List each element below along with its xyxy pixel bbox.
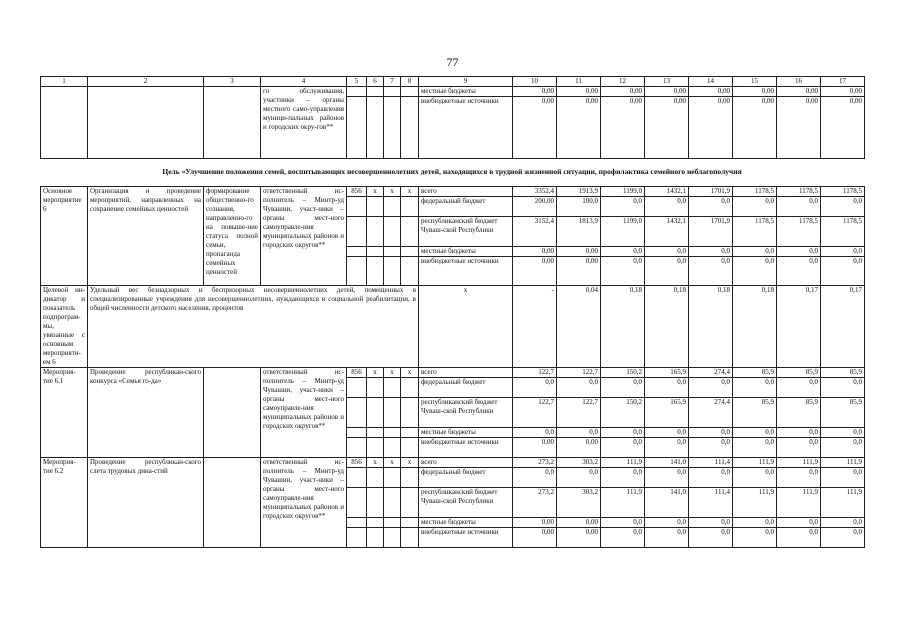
value-cell: 0,00 xyxy=(557,528,601,548)
table-cell xyxy=(347,528,367,548)
budget-code: 856 xyxy=(347,187,367,197)
value-cell: 0,0 xyxy=(777,257,821,286)
value-cell: 0,0 xyxy=(777,528,821,548)
measure-goal: формирование общественно-го сознания, направленно-го на повыше-ние статуса полной семьи, пропаганда семейных ценностей xyxy=(204,187,261,286)
value-cell: 85,9 xyxy=(733,398,777,428)
budget-code: x xyxy=(384,368,401,378)
table-row xyxy=(41,87,865,97)
table-cell xyxy=(367,217,384,247)
value-cell: 0,18 xyxy=(689,286,733,368)
value-cell: 0,00 xyxy=(513,247,557,257)
budget-code: x xyxy=(401,187,419,197)
value-cell: 150,2 xyxy=(601,368,645,378)
table-cell xyxy=(347,488,367,518)
funding-source: республиканский бюджет Чуваш-ской Республики xyxy=(419,217,513,247)
value-cell: 0,00 xyxy=(733,87,777,97)
value-cell: 0,0 xyxy=(733,257,777,286)
value-cell: 0,0 xyxy=(689,528,733,548)
value-cell: 111,9 xyxy=(777,458,821,468)
value-cell: 0,00 xyxy=(513,257,557,286)
funding-source: республиканский бюджет Чуваш-ской Республики xyxy=(419,398,513,428)
column-number: 1 xyxy=(41,77,88,87)
value-cell: 0,0 xyxy=(777,197,821,217)
table-cell xyxy=(401,87,419,97)
value-cell: 0,00 xyxy=(513,97,557,159)
table-cell xyxy=(384,398,401,428)
value-cell: 0,0 xyxy=(733,518,777,528)
budget-code: 856 xyxy=(347,458,367,468)
measure-goal xyxy=(204,368,261,458)
value-cell: 165,9 xyxy=(645,368,689,378)
table-cell xyxy=(384,378,401,398)
value-cell: 0,0 xyxy=(601,257,645,286)
executor-cell: ответственный ис-полнитель – Минтр-уд Чувашии, участ-ники – органы мест-ного самоуправле-ния муниципальных районов и городских округов** xyxy=(261,368,347,458)
value-cell: 1178,5 xyxy=(733,187,777,197)
value-cell: 111,9 xyxy=(777,488,821,518)
value-cell: 1432,1 xyxy=(645,217,689,247)
value-cell: 100,0 xyxy=(557,197,601,217)
funding-source: федеральный бюджет xyxy=(419,197,513,217)
value-cell: 1178,5 xyxy=(777,187,821,197)
value-cell: 0,0 xyxy=(689,438,733,458)
table-cell xyxy=(401,528,419,548)
table-cell xyxy=(384,428,401,438)
column-number: 3 xyxy=(204,77,261,87)
table-cell xyxy=(347,87,367,97)
value-cell: 0,00 xyxy=(557,87,601,97)
table-cell xyxy=(367,87,384,97)
header-row xyxy=(41,77,865,87)
budget-code: x xyxy=(384,187,401,197)
funding-source: местные бюджеты xyxy=(419,247,513,257)
column-number: 17 xyxy=(821,77,865,87)
value-cell: 273,2 xyxy=(513,488,557,518)
value-cell: 0,0 xyxy=(645,528,689,548)
table-row xyxy=(41,187,865,197)
indicator-description: Удельный вес безнадзорных и беспризорных несовершеннолетних детей, помещенных в специализированные учреждения для несовершеннолетних, нуждающихся в социальной реабилитации, в общей численности детского населения, процентов xyxy=(88,286,419,368)
value-cell: 303,2 xyxy=(557,488,601,518)
value-cell: 0,00 xyxy=(513,438,557,458)
column-number: 4 xyxy=(261,77,347,87)
value-cell: 0,0 xyxy=(733,378,777,398)
value-cell: 0,0 xyxy=(645,468,689,488)
value-cell: 111,9 xyxy=(821,458,865,468)
table-cell xyxy=(401,468,419,488)
value-cell: 0,0 xyxy=(689,197,733,217)
value-cell: 0,0 xyxy=(777,438,821,458)
value-cell: 0,00 xyxy=(513,528,557,548)
funding-source: местные бюджеты xyxy=(419,87,513,97)
table-cell xyxy=(384,438,401,458)
table-cell xyxy=(401,97,419,159)
budget-code: x xyxy=(367,187,384,197)
value-cell: 0,0 xyxy=(821,528,865,548)
column-number: 11 xyxy=(557,77,601,87)
value-cell: 0,0 xyxy=(821,428,865,438)
value-cell: 85,9 xyxy=(733,368,777,378)
table-cell xyxy=(367,378,384,398)
table-cell xyxy=(367,97,384,159)
value-cell: 3352,4 xyxy=(513,187,557,197)
value-cell: 0,18 xyxy=(645,286,689,368)
table-cell xyxy=(401,428,419,438)
value-cell: 0,0 xyxy=(645,197,689,217)
value-cell: 1199,0 xyxy=(601,217,645,247)
funding-source: республиканский бюджет Чуваш-ской Республики xyxy=(419,488,513,518)
value-cell: 0,00 xyxy=(513,87,557,97)
funding-source: всего xyxy=(419,187,513,197)
value-cell: 0,0 xyxy=(601,438,645,458)
table-cell xyxy=(347,217,367,247)
value-cell: 0,0 xyxy=(689,518,733,528)
funding-source: внебюджетные источники xyxy=(419,528,513,548)
budget-code: x xyxy=(401,458,419,468)
table-cell xyxy=(204,87,261,159)
measure-description: Проведение республикан-ского конкурса «Семья го-да» xyxy=(88,368,204,458)
table-cell xyxy=(367,488,384,518)
table-cell xyxy=(367,398,384,428)
value-cell: 0,0 xyxy=(821,468,865,488)
table-cell xyxy=(384,257,401,286)
value-cell: 111,9 xyxy=(601,458,645,468)
value-cell: 1199,0 xyxy=(601,187,645,197)
value-cell: 0,00 xyxy=(777,97,821,159)
budget-code: x xyxy=(367,458,384,468)
value-cell: 0,0 xyxy=(777,378,821,398)
value-cell: 3152,4 xyxy=(513,217,557,247)
value-cell: 0,00 xyxy=(645,97,689,159)
value-cell: 0,0 xyxy=(689,257,733,286)
table-cell xyxy=(401,217,419,247)
value-cell: 0,0 xyxy=(821,197,865,217)
measure-description: Проведение республикан-ского слета трудовых дина-стий xyxy=(88,458,204,548)
measure-name: Мероприя-тие 6.1 xyxy=(41,368,88,458)
value-cell: 150,2 xyxy=(601,398,645,428)
value-cell: 0,00 xyxy=(689,87,733,97)
value-cell: 0,0 xyxy=(689,428,733,438)
table-cell xyxy=(367,438,384,458)
table-row xyxy=(41,368,865,378)
column-number: 12 xyxy=(601,77,645,87)
value-cell: 111,4 xyxy=(689,488,733,518)
value-cell: 0,00 xyxy=(557,97,601,159)
funding-source: федеральный бюджет xyxy=(419,378,513,398)
executor-cell: ответственный ис-полнитель – Минтр-уд Чувашии, участ-ники – органы мест-ного самоуправле-ния муниципальных районов и городских округов** xyxy=(261,187,347,286)
executor-cell: ответственный ис-полнитель – Минтр-уд Чувашии, участ-ники – органы мест-ного самоуправле-ния муниципальных районов и городских округов** xyxy=(261,458,347,548)
value-cell: 0,0 xyxy=(645,438,689,458)
table-cell xyxy=(401,488,419,518)
table-cell xyxy=(347,97,367,159)
value-cell: 0,0 xyxy=(821,257,865,286)
table-cell xyxy=(347,468,367,488)
table-cell xyxy=(367,197,384,217)
budget-code: x xyxy=(401,368,419,378)
value-cell: 0,00 xyxy=(557,518,601,528)
value-cell: 111,9 xyxy=(733,488,777,518)
value-cell: 0,04 xyxy=(557,286,601,368)
table-cell xyxy=(384,197,401,217)
value-cell: 0,0 xyxy=(733,197,777,217)
value-cell: 1178,5 xyxy=(777,217,821,247)
value-cell: 0,00 xyxy=(777,87,821,97)
table-cell xyxy=(384,518,401,528)
column-number: 8 xyxy=(401,77,419,87)
table-cell xyxy=(401,197,419,217)
value-cell: 0,0 xyxy=(689,468,733,488)
value-cell: 165,9 xyxy=(645,398,689,428)
value-cell: 0,00 xyxy=(821,97,865,159)
value-cell: 122,7 xyxy=(557,368,601,378)
value-cell: 0,00 xyxy=(821,87,865,97)
value-cell: 0,0 xyxy=(689,247,733,257)
table-cell xyxy=(367,518,384,528)
table-cell xyxy=(367,528,384,548)
value-cell: 0,0 xyxy=(821,247,865,257)
value-cell: 0,0 xyxy=(821,438,865,458)
value-cell: 111,9 xyxy=(821,488,865,518)
value-cell: 0,0 xyxy=(513,428,557,438)
value-cell: 0,0 xyxy=(601,468,645,488)
value-cell: 111,9 xyxy=(601,488,645,518)
value-cell: 0,0 xyxy=(557,428,601,438)
value-cell: 0,0 xyxy=(733,468,777,488)
table-cell xyxy=(401,257,419,286)
value-cell: 0,0 xyxy=(733,438,777,458)
value-cell: 1701,9 xyxy=(689,217,733,247)
table-cell xyxy=(367,257,384,286)
value-cell: 122,7 xyxy=(513,368,557,378)
funding-source: федеральный бюджет xyxy=(419,468,513,488)
value-cell: 0,18 xyxy=(601,286,645,368)
column-number: 15 xyxy=(733,77,777,87)
table-cell xyxy=(347,197,367,217)
table-cell xyxy=(41,87,88,159)
column-number: 7 xyxy=(384,77,401,87)
budget-code: x xyxy=(367,368,384,378)
column-number: 10 xyxy=(513,77,557,87)
funding-source: внебюджетные источники xyxy=(419,438,513,458)
value-cell: 122,7 xyxy=(513,398,557,428)
budget-code: 856 xyxy=(347,368,367,378)
value-cell: 1913,9 xyxy=(557,187,601,197)
value-cell: 0,0 xyxy=(645,378,689,398)
table-cell xyxy=(347,428,367,438)
measure-goal xyxy=(204,458,261,548)
table-cell xyxy=(401,438,419,458)
funding-source: местные бюджеты xyxy=(419,518,513,528)
value-cell: 0,18 xyxy=(733,286,777,368)
value-cell: 0,0 xyxy=(733,247,777,257)
value-cell: 0,0 xyxy=(645,518,689,528)
value-cell: 0,0 xyxy=(821,518,865,528)
executor-cell: го обслуживания, участники – органы местного само-управления муници-пальных районов и городских окру-гов** xyxy=(261,87,347,159)
measure-name: Мероприя-тие 6.2 xyxy=(41,458,88,548)
value-cell: 111,4 xyxy=(689,458,733,468)
page-number: 77 xyxy=(446,55,459,69)
value-cell: 0,0 xyxy=(821,378,865,398)
value-cell: 1178,5 xyxy=(733,217,777,247)
table-cell xyxy=(367,468,384,488)
value-cell: 0,0 xyxy=(557,378,601,398)
value-cell: 0,0 xyxy=(513,378,557,398)
table-cell xyxy=(347,257,367,286)
table-cell xyxy=(384,217,401,247)
table-cell xyxy=(347,398,367,428)
value-cell: 0,00 xyxy=(557,438,601,458)
value-cell: 0,0 xyxy=(557,468,601,488)
measure-description: Организация и проведение мероприятий, направленных на сохранение семейных ценностей xyxy=(88,187,204,286)
value-cell: 1432,1 xyxy=(645,187,689,197)
column-number: 14 xyxy=(689,77,733,87)
column-number: 13 xyxy=(645,77,689,87)
value-cell: 0,00 xyxy=(513,518,557,528)
value-cell: 0,00 xyxy=(557,247,601,257)
value-cell: 0,0 xyxy=(601,197,645,217)
value-cell: 0,0 xyxy=(733,528,777,548)
table-cell xyxy=(88,87,204,159)
value-cell: 0,0 xyxy=(601,247,645,257)
value-cell: 0,0 xyxy=(777,468,821,488)
value-cell: 0,17 xyxy=(821,286,865,368)
table-cell xyxy=(401,518,419,528)
value-cell: 85,9 xyxy=(777,398,821,428)
table-cell xyxy=(401,378,419,398)
funding-source: всего xyxy=(419,368,513,378)
value-cell: 122,7 xyxy=(557,398,601,428)
value-cell: 0,0 xyxy=(689,378,733,398)
value-cell: 0,00 xyxy=(601,87,645,97)
top-table xyxy=(40,76,865,159)
value-cell: 273,2 xyxy=(513,458,557,468)
value-cell: 85,9 xyxy=(777,368,821,378)
indicator-source: x xyxy=(419,286,513,368)
value-cell: 0,00 xyxy=(645,87,689,97)
funding-source: внебюджетные источники xyxy=(419,97,513,159)
value-cell: 85,9 xyxy=(821,398,865,428)
value-cell: 0,0 xyxy=(645,428,689,438)
budget-code: x xyxy=(384,458,401,468)
value-cell: 0,0 xyxy=(601,528,645,548)
value-cell: - xyxy=(513,286,557,368)
column-number: 2 xyxy=(88,77,204,87)
value-cell: 0,0 xyxy=(601,378,645,398)
table-cell xyxy=(347,518,367,528)
table-cell xyxy=(384,488,401,518)
table-cell xyxy=(367,247,384,257)
column-number: 5 xyxy=(347,77,367,87)
value-cell: 0,0 xyxy=(601,428,645,438)
goal-heading: Цель «Улучшение положения семей, воспитывающих несовершеннолетних детей, находящихся в трудной жизненной ситуации, профилактика семейного неблагополучия xyxy=(162,167,742,176)
value-cell: 200,00 xyxy=(513,197,557,217)
table-cell xyxy=(367,428,384,438)
value-cell: 141,0 xyxy=(645,458,689,468)
value-cell: 0,0 xyxy=(777,247,821,257)
table-cell xyxy=(347,438,367,458)
funding-source: всего xyxy=(419,458,513,468)
value-cell: 0,0 xyxy=(777,428,821,438)
value-cell: 0,0 xyxy=(733,428,777,438)
column-number: 9 xyxy=(419,77,513,87)
value-cell: 0,0 xyxy=(777,518,821,528)
funding-source: местные бюджеты xyxy=(419,428,513,438)
value-cell: 303,2 xyxy=(557,458,601,468)
value-cell: 1813,9 xyxy=(557,217,601,247)
table-cell xyxy=(347,378,367,398)
value-cell: 111,9 xyxy=(733,458,777,468)
value-cell: 274,4 xyxy=(689,368,733,378)
value-cell: 0,00 xyxy=(557,257,601,286)
table-cell xyxy=(384,528,401,548)
value-cell: 1178,5 xyxy=(821,217,865,247)
column-number: 16 xyxy=(777,77,821,87)
value-cell: 1701,9 xyxy=(689,187,733,197)
main-table xyxy=(40,186,865,548)
measure-name: Основное мероприятие 6 xyxy=(41,187,88,286)
value-cell: 0,0 xyxy=(601,518,645,528)
table-cell xyxy=(401,247,419,257)
value-cell: 274,4 xyxy=(689,398,733,428)
table-cell xyxy=(384,468,401,488)
table-cell xyxy=(401,398,419,428)
value-cell: 0,00 xyxy=(733,97,777,159)
table-cell xyxy=(384,87,401,97)
funding-source: внебюджетные источники xyxy=(419,257,513,286)
value-cell: 1178,5 xyxy=(821,187,865,197)
table-cell xyxy=(384,247,401,257)
value-cell: 0,17 xyxy=(777,286,821,368)
indicator-name: Целевой ин-дикатор и показатель подпрограм-мы, увязанные с основным мероприяти-ем 6 xyxy=(41,286,88,368)
indicator-row xyxy=(41,286,865,368)
value-cell: 85,9 xyxy=(821,368,865,378)
value-cell: 0,00 xyxy=(601,97,645,159)
value-cell: 0,0 xyxy=(645,257,689,286)
value-cell: 141,0 xyxy=(645,488,689,518)
column-number: 6 xyxy=(367,77,384,87)
value-cell: 0,0 xyxy=(645,247,689,257)
value-cell: 0,00 xyxy=(689,97,733,159)
table-cell xyxy=(384,97,401,159)
value-cell: 0,0 xyxy=(513,468,557,488)
table-row xyxy=(41,458,865,468)
table-cell xyxy=(347,247,367,257)
